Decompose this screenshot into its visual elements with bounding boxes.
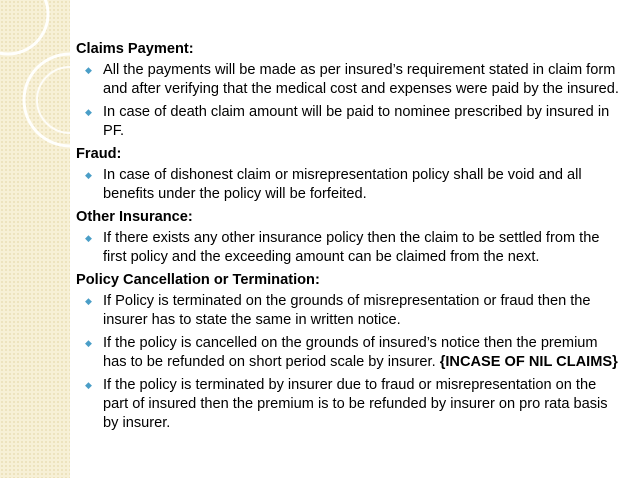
section-heading-other-insurance: Other Insurance: [76, 209, 193, 225]
diamond-bullet-icon: ◆ [85, 233, 92, 243]
claims-payment-list [76, 61, 624, 141]
diamond-bullet-icon: ◆ [85, 338, 92, 348]
policy-cancellation-list [76, 292, 624, 433]
list-item [76, 229, 624, 267]
fraud-list [76, 166, 624, 204]
list-item-text: All the payments will be made as per insured’s requirement stated in claim form and after verifying that the medical cost and expenses were paid by the insured. [103, 62, 619, 97]
list-item-text: If the policy is terminated by insurer due to fraud or misrepresentation on the part of insured then the premium is to be refunded by insurer on pro rata basis by insurer. [103, 377, 608, 431]
list-item-text: In case of dishonest claim or misrepresentation policy shall be void and all benefits under the policy will be forfeited. [103, 167, 582, 202]
diamond-bullet-icon: ◆ [85, 296, 92, 306]
list-item [76, 166, 624, 204]
nil-claims-note: {INCASE OF NIL CLAIMS} [439, 354, 618, 370]
section-heading-claims-payment: Claims Payment: [76, 41, 194, 57]
list-item [76, 334, 624, 372]
diamond-bullet-icon: ◆ [85, 107, 92, 117]
list-item-text: If Policy is terminated on the grounds of misrepresentation or fraud then the insurer has to state the same in written notice. [103, 293, 591, 328]
list-item-text: If there exists any other insurance policy then the claim to be settled from the first policy and the exceeding amount can be claimed from the next. [103, 230, 600, 265]
list-item [76, 292, 624, 330]
section-heading-policy-cancellation: Policy Cancellation or Termination: [76, 272, 320, 288]
slide-content [76, 40, 624, 437]
list-item [76, 61, 624, 99]
diamond-bullet-icon: ◆ [85, 65, 92, 75]
other-insurance-list [76, 229, 624, 267]
list-item [76, 103, 624, 141]
list-item-text: If the policy is cancelled on the grounds of insured’s notice then the premium has to be refunded on short period scale by insurer. [103, 335, 598, 370]
diamond-bullet-icon: ◆ [85, 170, 92, 180]
list-item-text: In case of death claim amount will be paid to nominee prescribed by insured in PF. [103, 104, 610, 139]
section-heading-fraud: Fraud: [76, 146, 122, 162]
list-item [76, 376, 624, 433]
diamond-bullet-icon: ◆ [85, 380, 92, 390]
